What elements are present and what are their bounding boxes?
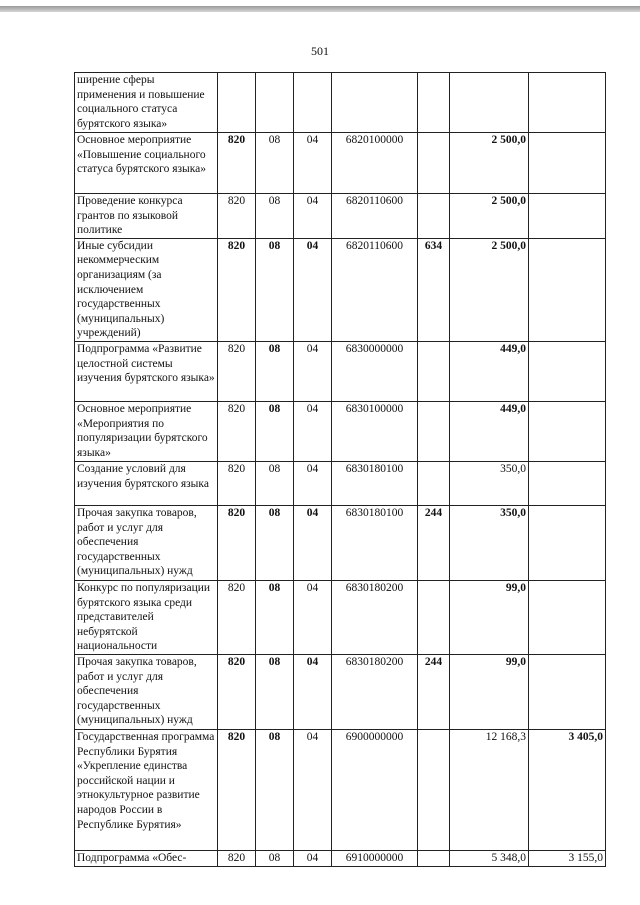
table-row	[75, 73, 606, 133]
row-name: ширение сферы применения и повышение социального статуса бурятского языка»	[75, 73, 218, 133]
amount-2	[529, 73, 606, 133]
amount-1: 449,0	[450, 401, 529, 461]
target-article-code: 6910000000	[332, 850, 418, 866]
ved-code: 820	[218, 505, 256, 580]
section-code: 08	[256, 850, 294, 866]
ved-code: 820	[218, 729, 256, 850]
subsection-code: 04	[294, 654, 332, 729]
budget-table	[74, 72, 606, 867]
amount-2	[529, 238, 606, 341]
subsection-code: 04	[294, 850, 332, 866]
table-row	[75, 238, 606, 341]
target-article-code: 6830180200	[332, 580, 418, 654]
table-row	[75, 580, 606, 654]
target-article-code: 6830180100	[332, 461, 418, 505]
scan-edge	[0, 6, 640, 12]
amount-1: 99,0	[450, 654, 529, 729]
ved-code: 820	[218, 238, 256, 341]
table-row	[75, 401, 606, 461]
target-article-code	[332, 73, 418, 133]
section-code: 08	[256, 461, 294, 505]
subsection-code: 04	[294, 401, 332, 461]
expense-type-code	[418, 461, 450, 505]
subsection-code: 04	[294, 341, 332, 401]
ved-code: 820	[218, 194, 256, 239]
ved-code: 820	[218, 580, 256, 654]
table-row	[75, 194, 606, 239]
section-code: 08	[256, 341, 294, 401]
ved-code: 820	[218, 850, 256, 866]
table-row	[75, 850, 606, 866]
amount-1: 2 500,0	[450, 194, 529, 239]
expense-type-code: 244	[418, 505, 450, 580]
expense-type-code	[418, 580, 450, 654]
section-code: 08	[256, 194, 294, 239]
expense-type-code: 244	[418, 654, 450, 729]
section-code	[256, 73, 294, 133]
amount-2	[529, 133, 606, 194]
ved-code: 820	[218, 461, 256, 505]
subsection-code	[294, 73, 332, 133]
subsection-code: 04	[294, 133, 332, 194]
page-number: 501	[311, 44, 329, 58]
amount-1	[450, 73, 529, 133]
expense-type-code: 634	[418, 238, 450, 341]
amount-1: 12 168,3	[450, 729, 529, 850]
row-name: Создание условий для изучения бурятского языка	[75, 461, 218, 505]
target-article-code: 6830100000	[332, 401, 418, 461]
section-code: 08	[256, 238, 294, 341]
section-code: 08	[256, 505, 294, 580]
ved-code	[218, 73, 256, 133]
section-code: 08	[256, 580, 294, 654]
target-article-code: 6830180100	[332, 505, 418, 580]
row-name: Основное мероприятие «Повышение социального статуса бурятского языка»	[75, 133, 218, 194]
table-row	[75, 133, 606, 194]
target-article-code: 6830000000	[332, 341, 418, 401]
subsection-code: 04	[294, 461, 332, 505]
section-code: 08	[256, 133, 294, 194]
section-code: 08	[256, 654, 294, 729]
amount-1: 350,0	[450, 505, 529, 580]
amount-2	[529, 461, 606, 505]
amount-2: 3 155,0	[529, 850, 606, 866]
row-name: Основное мероприятие «Мероприятия по популяризации бурятского языка»	[75, 401, 218, 461]
row-name: Государственная программа Республики Бурятия «Укрепление единства российской нации и этнокультурное развитие народов России в Республике Бурятия»	[75, 729, 218, 850]
ved-code: 820	[218, 654, 256, 729]
target-article-code: 6820100000	[332, 133, 418, 194]
table-row	[75, 341, 606, 401]
subsection-code: 04	[294, 194, 332, 239]
amount-2	[529, 401, 606, 461]
row-name: Конкурс по популяризации бурятского языка среди представителей небурятской национальности	[75, 580, 218, 654]
table-row	[75, 505, 606, 580]
amount-1: 2 500,0	[450, 238, 529, 341]
expense-type-code	[418, 341, 450, 401]
row-name: Иные субсидии некоммерческим организациям (за исключением государственных (муниципальных) учреждений)	[75, 238, 218, 341]
amount-2	[529, 194, 606, 239]
ved-code: 820	[218, 341, 256, 401]
section-code: 08	[256, 729, 294, 850]
row-name: Прочая закупка товаров, работ и услуг для обеспечения государственных (муниципальных) нужд	[75, 654, 218, 729]
row-name: Проведение конкурса грантов по языковой политике	[75, 194, 218, 239]
expense-type-code	[418, 850, 450, 866]
expense-type-code	[418, 133, 450, 194]
row-name: Прочая закупка товаров, работ и услуг для обеспечения государственных (муниципальных) нужд	[75, 505, 218, 580]
subsection-code: 04	[294, 580, 332, 654]
amount-2	[529, 654, 606, 729]
row-name: Подпрограмма «Обес-	[75, 850, 218, 866]
expense-type-code	[418, 401, 450, 461]
amount-1: 350,0	[450, 461, 529, 505]
expense-type-code	[418, 729, 450, 850]
expense-type-code	[418, 73, 450, 133]
subsection-code: 04	[294, 238, 332, 341]
amount-1: 2 500,0	[450, 133, 529, 194]
target-article-code: 6830180200	[332, 654, 418, 729]
target-article-code: 6900000000	[332, 729, 418, 850]
table-row	[75, 461, 606, 505]
target-article-code: 6820110600	[332, 238, 418, 341]
amount-2: 3 405,0	[529, 729, 606, 850]
row-name: Подпрограмма «Развитие целостной системы изучения бурятского языка»	[75, 341, 218, 401]
subsection-code: 04	[294, 729, 332, 850]
amount-1: 5 348,0	[450, 850, 529, 866]
amount-1: 449,0	[450, 341, 529, 401]
table-row	[75, 729, 606, 850]
amount-2	[529, 341, 606, 401]
amount-1: 99,0	[450, 580, 529, 654]
target-article-code: 6820110600	[332, 194, 418, 239]
amount-2	[529, 580, 606, 654]
table-row	[75, 654, 606, 729]
section-code: 08	[256, 401, 294, 461]
ved-code: 820	[218, 401, 256, 461]
expense-type-code	[418, 194, 450, 239]
ved-code: 820	[218, 133, 256, 194]
subsection-code: 04	[294, 505, 332, 580]
amount-2	[529, 505, 606, 580]
